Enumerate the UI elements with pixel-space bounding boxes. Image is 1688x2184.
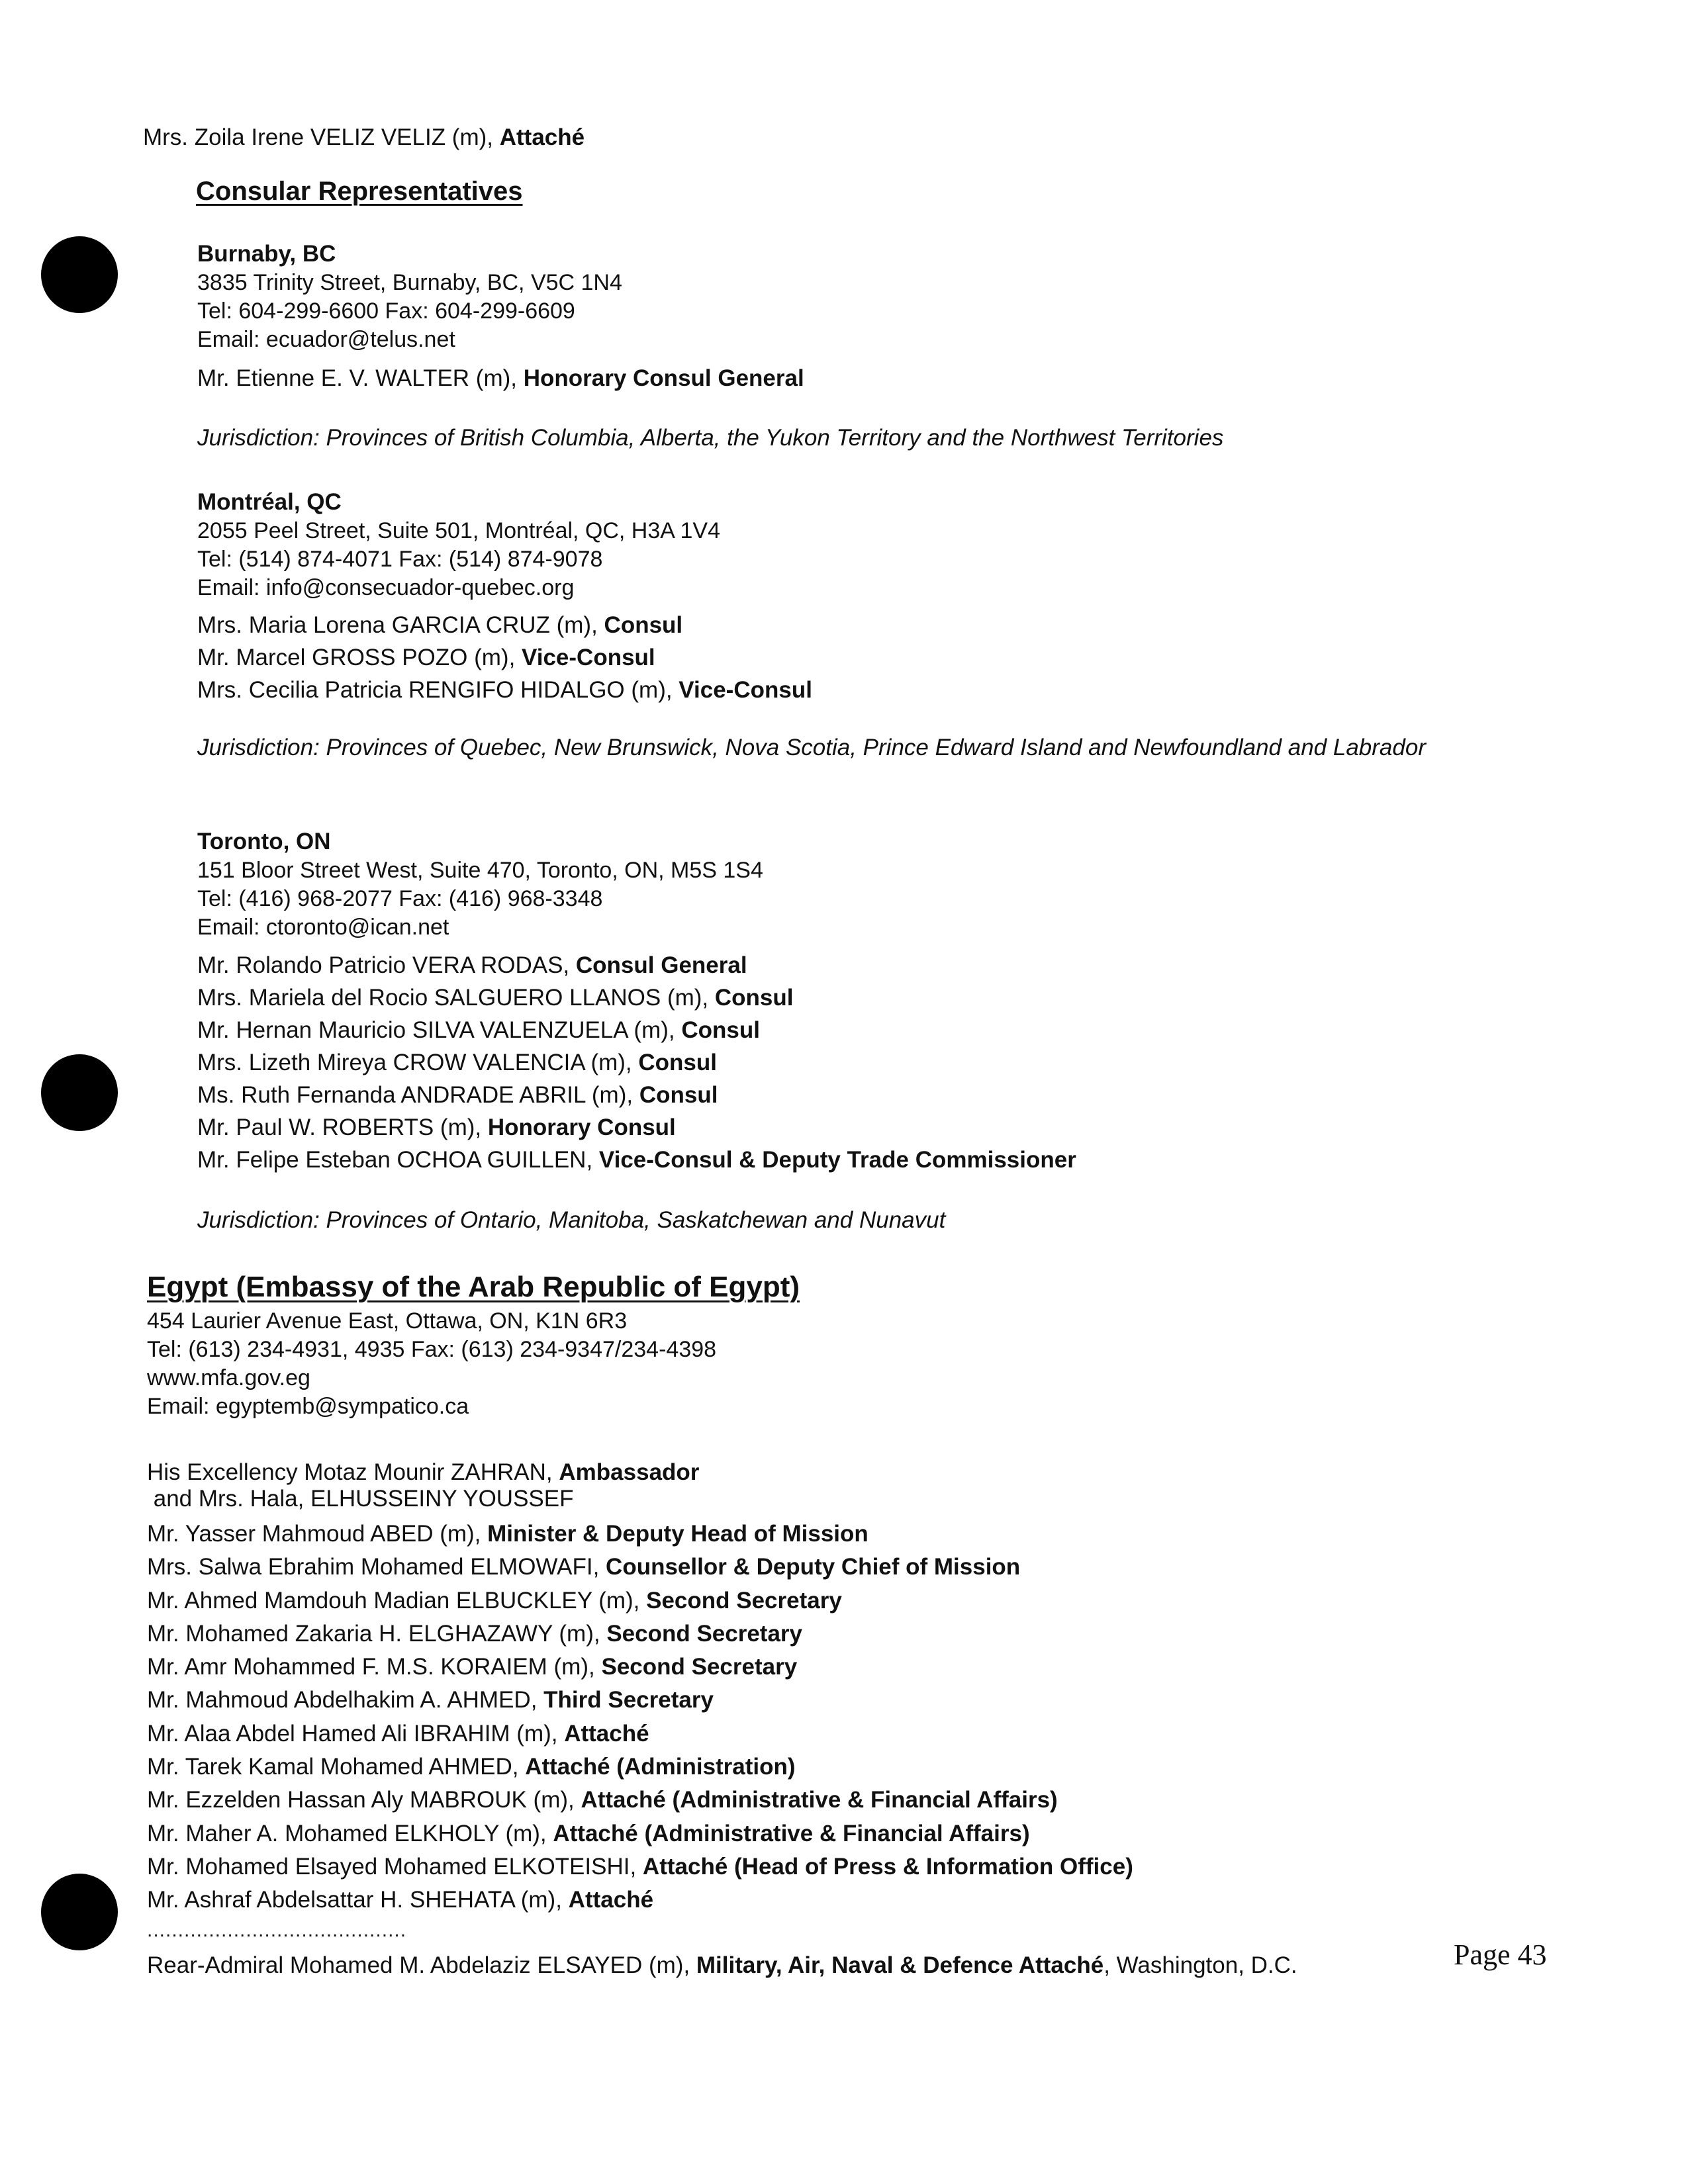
staff-line: Mr. Paul W. ROBERTS (m), Honorary Consul xyxy=(197,1115,676,1140)
staff-line: Mr. Yasser Mahmoud ABED (m), Minister & Deputy Head of Mission xyxy=(147,1521,868,1547)
staff-line: Mr. Tarek Kamal Mohamed AHMED, Attaché (Administration) xyxy=(147,1754,796,1780)
staff-line: Mrs. Cecilia Patricia RENGIFO HIDALGO (m), Vice-Consul xyxy=(197,677,812,703)
punch-hole-middle xyxy=(41,1054,118,1131)
office-address-burnaby: 3835 Trinity Street, Burnaby, BC, V5C 1N4 Tel: 604-299-6600 Fax: 604-299-6609 Email: ecuador@telus.net xyxy=(197,270,622,352)
staff-line: Mr. Ezzelden Hassan Aly MABROUK (m), Attaché (Administrative & Financial Affairs) xyxy=(147,1787,1058,1813)
staff-line: Mr. Felipe Esteban OCHOA GUILLEN, Vice-Consul & Deputy Trade Commissioner xyxy=(197,1147,1076,1173)
staff-line: Mrs. Lizeth Mireya CROW VALENCIA (m), Consul xyxy=(197,1050,717,1075)
staff-list-egypt xyxy=(147,1518,1133,1917)
jurisdiction-toronto: Jurisdiction: Provinces of Ontario, Manitoba, Saskatchewan and Nunavut xyxy=(197,1207,946,1233)
staff-line: Mr. Mohamed Zakaria H. ELGHAZAWY (m), Second Secretary xyxy=(147,1620,803,1647)
staff-line: Mrs. Zoila Irene VELIZ VELIZ (m), Attaché xyxy=(143,124,585,150)
staff-line: Mr. Ashraf Abdelsattar H. SHEHATA (m), Attaché xyxy=(147,1887,654,1913)
office-city-montreal: Montréal, QC xyxy=(197,489,342,515)
staff-line: Ms. Ruth Fernanda ANDRADE ABRIL (m), Consul xyxy=(197,1082,718,1108)
office-city-toronto: Toronto, ON xyxy=(197,829,331,854)
office-city-burnaby: Burnaby, BC xyxy=(197,241,336,267)
staff-line: Mr. Alaa Abdel Hamed Ali IBRAHIM (m), Attaché xyxy=(147,1720,649,1747)
egypt-heading: Egypt (Embassy of the Arab Republic of Egypt) xyxy=(147,1271,800,1303)
office-address-toronto: 151 Bloor Street West, Suite 470, Toronto, ON, M5S 1S4 Tel: (416) 968-2077 Fax: (416) 968-3348 Email: ctoronto@ican.net xyxy=(197,858,763,940)
consular-heading: Consular Representatives xyxy=(196,177,523,206)
egypt-address-block: 454 Laurier Avenue East, Ottawa, ON, K1N 6R3 Tel: (613) 234-4931, 4935 Fax: (613) 234-9347/234-4398 www.mfa.gov.eg Email: egyptemb@sympatico.ca xyxy=(147,1308,717,1419)
jurisdiction-burnaby: Jurisdiction: Provinces of British Columbia, Alberta, the Yukon Territory and the Northwest Territories xyxy=(197,425,1224,451)
staff-line: Mr. Ahmed Mamdouh Madian ELBUCKLEY (m), Second Secretary xyxy=(147,1587,842,1614)
punch-hole-top xyxy=(41,236,118,313)
page-number: Page 43 xyxy=(1454,1938,1547,1971)
staff-line: Mr. Mohamed Elsayed Mohamed ELKOTEISHI, Attaché (Head of Press & Information Office) xyxy=(147,1853,1133,1880)
staff-line: Mr. Rolando Patricio VERA RODAS, Consul General xyxy=(197,952,747,978)
dotted-separator: .......................................... xyxy=(147,1919,407,1941)
staff-line: Mr. Maher A. Mohamed ELKHOLY (m), Attaché (Administrative & Financial Affairs) xyxy=(147,1820,1030,1846)
office-address-montreal: 2055 Peel Street, Suite 501, Montréal, QC, H3A 1V4 Tel: (514) 874-4071 Fax: (514) 874-9078 Email: info@consecuador-quebec.org xyxy=(197,518,721,600)
staff-list-toronto xyxy=(197,949,1076,1176)
punch-hole-bottom xyxy=(41,1874,118,1950)
staff-list-montreal xyxy=(197,609,812,706)
staff-line: Mr. Marcel GROSS POZO (m), Vice-Consul xyxy=(197,645,655,670)
staff-line: Mrs. Mariela del Rocio SALGUERO LLANOS (m), Consul xyxy=(197,985,794,1011)
jurisdiction-montreal: Jurisdiction: Provinces of Quebec, New Brunswick, Nova Scotia, Prince Edward Island and Newfoundland and Labrador xyxy=(197,735,1426,760)
staff-line: Mrs. Salwa Ebrahim Mohamed ELMOWAFI, Counsellor & Deputy Chief of Mission xyxy=(147,1554,1021,1580)
staff-line: Mr. Amr Mohammed F. M.S. KORAIEM (m), Second Secretary xyxy=(147,1654,798,1680)
staff-line: Mrs. Maria Lorena GARCIA CRUZ (m), Consul xyxy=(197,612,683,638)
staff-line: Mr. Etienne E. V. WALTER (m), Honorary Consul General xyxy=(197,365,804,391)
ambassador-line: His Excellency Motaz Mounir ZAHRAN, Ambassador and Mrs. Hala, ELHUSSEINY YOUSSEF xyxy=(147,1459,700,1512)
staff-line: Mr. Hernan Mauricio SILVA VALENZUELA (m), Consul xyxy=(197,1017,760,1043)
staff-line: Mr. Mahmoud Abdelhakim A. AHMED, Third Secretary xyxy=(147,1687,714,1713)
defence-attache-line: Rear-Admiral Mohamed M. Abdelaziz ELSAYED (m), Military, Air, Naval & Defence Attaché, Washington, D.C. xyxy=(147,1952,1297,1978)
